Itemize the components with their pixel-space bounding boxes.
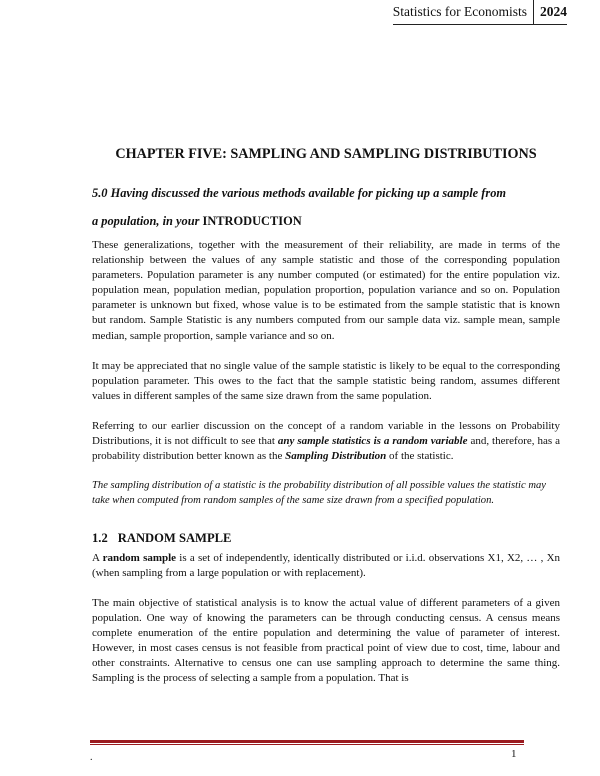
section-line-1: 5.0 Having discussed the various methods available for picking up a sample from: [92, 186, 507, 200]
paragraph-2: It may be appreciated that no single value of the sample statistic is likely to be equal to the corresponding population parameter. This owes to the fact that the sample statistic being random, assumes different values in different samples of the same size drawn from the same population.: [92, 360, 560, 403]
emphasis-sampling-distribution: Sampling Distribution: [285, 450, 387, 463]
paragraph-3-text-c: and, therefore, has a probability distribution better known as the: [92, 435, 560, 463]
heading-number: 1.2: [92, 531, 108, 545]
footer-rule-thin: [90, 744, 524, 745]
emphasis-random-variable: any sample statistics is a random variable: [277, 435, 468, 448]
page-number: 1: [511, 748, 517, 760]
header-title: Statistics for Economists: [393, 0, 534, 24]
paragraph-1: These generalizations, together with the measurement of their reliability, are made in terms of the relationship between the values of any sample statistic and those of the corresponding population parameters. Population parameter is any number computed (or estimated) for the entire population viz. population mean, population median, population proportion, population variance and so on. Population parameter is unknown but fixed, whose value is to be estimated from the sample statistic that is known but random. Sample Statistic is any numbers computed from our sample data viz. sample mean, sample median, sample proportion, sample variance and so on.: [92, 239, 560, 342]
chapter-title: CHAPTER FIVE: SAMPLING AND SAMPLING DISTRIBUTIONS: [115, 146, 537, 162]
section-introduction: INTRODUCTION: [202, 214, 302, 228]
definition-sampling-distribution: The sampling distribution of a statistic is the probability distribution of all possible values the statistic may take when computed from random samples of the same size drawn from a specified population.: [92, 480, 546, 506]
section-line-2: [92, 214, 302, 229]
paragraph-3-text-a: Referring to our earlier discussion on the concept of a random variable in the lessons on Probability Distributions, it is not difficult to see that: [92, 420, 560, 448]
emphasis-random-sample: random sample: [102, 552, 177, 564]
footer-rule: [90, 740, 524, 743]
heading-text: RANDOM SAMPLE: [117, 531, 232, 545]
running-header: [393, 0, 567, 25]
paragraph-4: [92, 551, 560, 581]
paragraph-4-text-a: A: [92, 552, 103, 564]
section-heading-random-sample: [92, 531, 231, 546]
paragraph-5: The main objective of statistical analysis is to know the actual value of different parameters of a given population. One way of knowing the parameters can be through conducting census. A census means complete enumeration of the entire population and determining the value of parameter of interest. However, in most cases census is not feasible from practical point of view due to cost, time, labour and other constraints. Alternative to census one can use sampling approach to determine the same thing. Sampling is the process of selecting a sample from a population. That is: [92, 597, 560, 685]
paragraph-3: [92, 419, 560, 464]
paragraph-4-text-c: is a set of independently, identically distributed or i.i.d. observations X1, X2, … , Xn (when sampling from a large population or with replacement).: [92, 552, 561, 580]
footer-dot: .: [90, 752, 93, 763]
paragraph-3-text-e: of the statistic.: [386, 450, 454, 463]
header-year: 2024: [540, 4, 567, 19]
section-line-2-italic: a population, in your: [92, 214, 203, 228]
